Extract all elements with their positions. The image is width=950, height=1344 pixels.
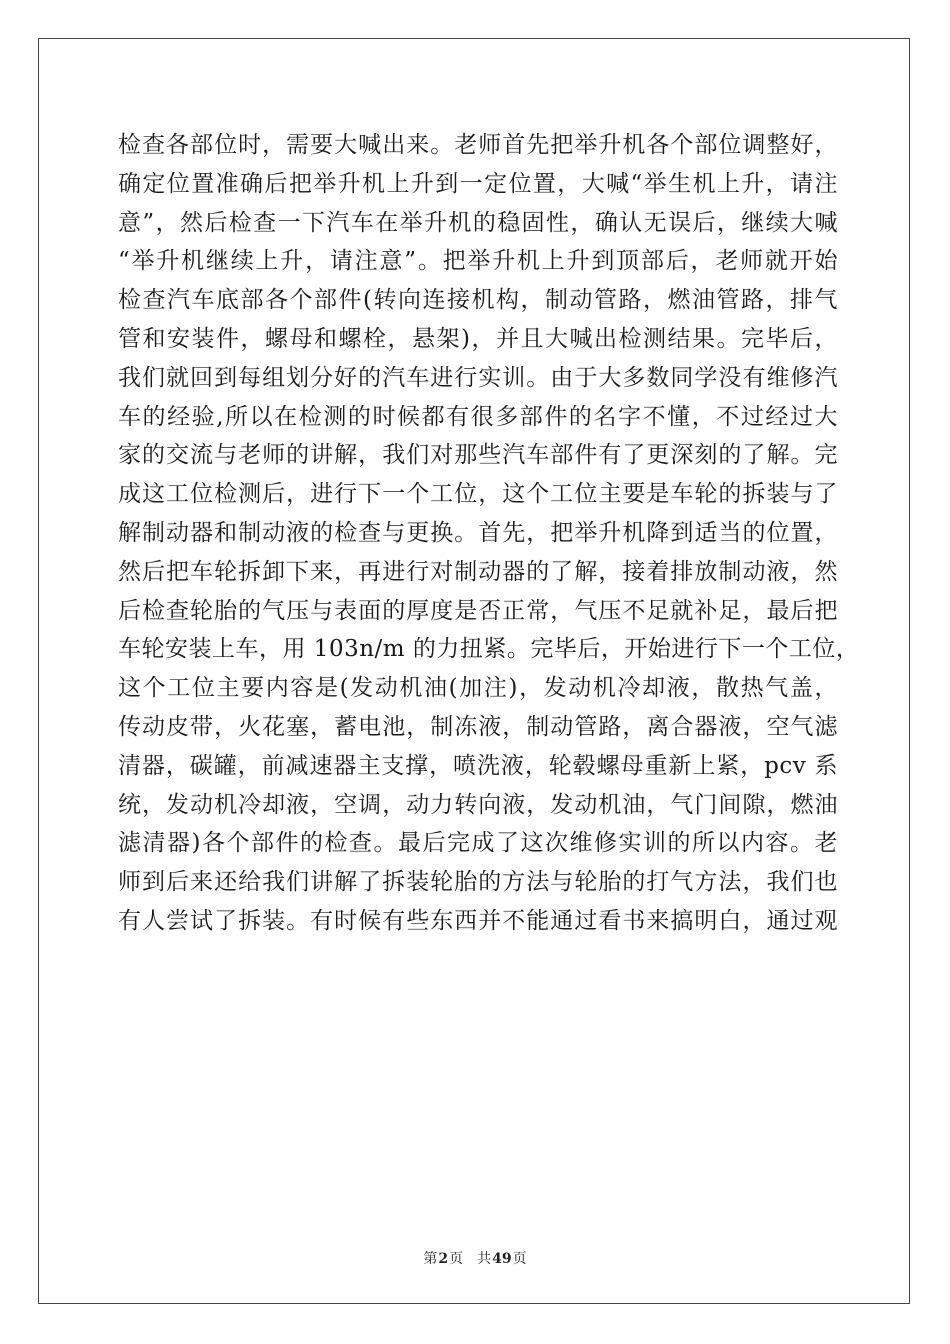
text-line: 检查汽车底部各个部件(转向连接机构，制动管路，燃油管路，排气 [118, 287, 838, 314]
text-line: 检查各部位时，需要大喊出来。老师首先把举升机各个部位调整好， [118, 132, 838, 158]
text-line: 意”，然后检查一下汽车在举升机的稳固性，确认无误后，继续大喊 [118, 209, 838, 236]
text-line: 后检查轮胎的气压与表面的厚度是否正常，气压不足就补足，最后把 [118, 597, 838, 624]
text-line: 管和安装件，螺母和螺栓，悬架)，并且大喊出检测结果。完毕后， [118, 325, 838, 352]
text-line: 确定位置准确后把举升机上升到一定位置，大喊“举生机上升，请注 [118, 170, 838, 197]
text-line: 师到后来还给我们讲解了拆装轮胎的方法与轮胎的打气方法，我们也 [118, 869, 838, 896]
text-line: 我们就回到每组划分好的汽车进行实训。由于大多数同学没有维修汽 [118, 364, 838, 391]
page-prefix: 第 [423, 1251, 438, 1267]
total-suffix: 页 [512, 1251, 527, 1267]
text-line: 传动皮带，火花塞，蓄电池，制冻液，制动管路，离合器液，空气滤 [118, 713, 838, 740]
text-line: 统，发动机冷却液，空调，动力转向液，发动机油，气门间隙，燃油 [118, 791, 838, 818]
text-line: 这个工位主要内容是(发动机油(加注)，发动机冷却液，散热气盖， [118, 675, 838, 702]
text-line: 有人尝试了拆装。有时候有些东西并不能通过看书来搞明白，通过观 [118, 907, 838, 934]
text-line: 车轮安装上车，用 103n/m 的力扭紧。完毕后，开始进行下一个工位， [118, 636, 860, 663]
text-line: 滤清器)各个部件的检查。最后完成了这次维修实训的所以内容。老 [118, 830, 838, 857]
body-text [118, 126, 860, 941]
text-line: 成这工位检测后，进行下一个工位，这个工位主要是车轮的拆装与了 [118, 481, 838, 508]
text-line: “举升机继续上升，请注意”。把举升机上升到顶部后，老师就开始 [118, 248, 838, 275]
page-suffix: 页 [449, 1251, 464, 1267]
text-line: 清器，碳罐，前减速器主支撑，喷洗液，轮毂螺母重新上紧，pcv 系 [118, 752, 838, 779]
total-pages: 49 [492, 1251, 512, 1267]
total-prefix: 共 [477, 1251, 492, 1267]
text-line: 车的经验,所以在检测的时候都有很多部件的名字不懂，不过经过大 [118, 403, 838, 430]
text-line: 然后把车轮拆卸下来，再进行对制动器的了解，接着排放制动液，然 [118, 558, 838, 585]
text-line: 家的交流与老师的讲解，我们对那些汽车部件有了更深刻的了解。完 [118, 442, 838, 469]
page-number: 2 [438, 1251, 449, 1267]
page-footer [0, 1248, 950, 1268]
text-line: 解制动器和制动液的检查与更换。首先，把举升机降到适当的位置， [118, 519, 838, 546]
